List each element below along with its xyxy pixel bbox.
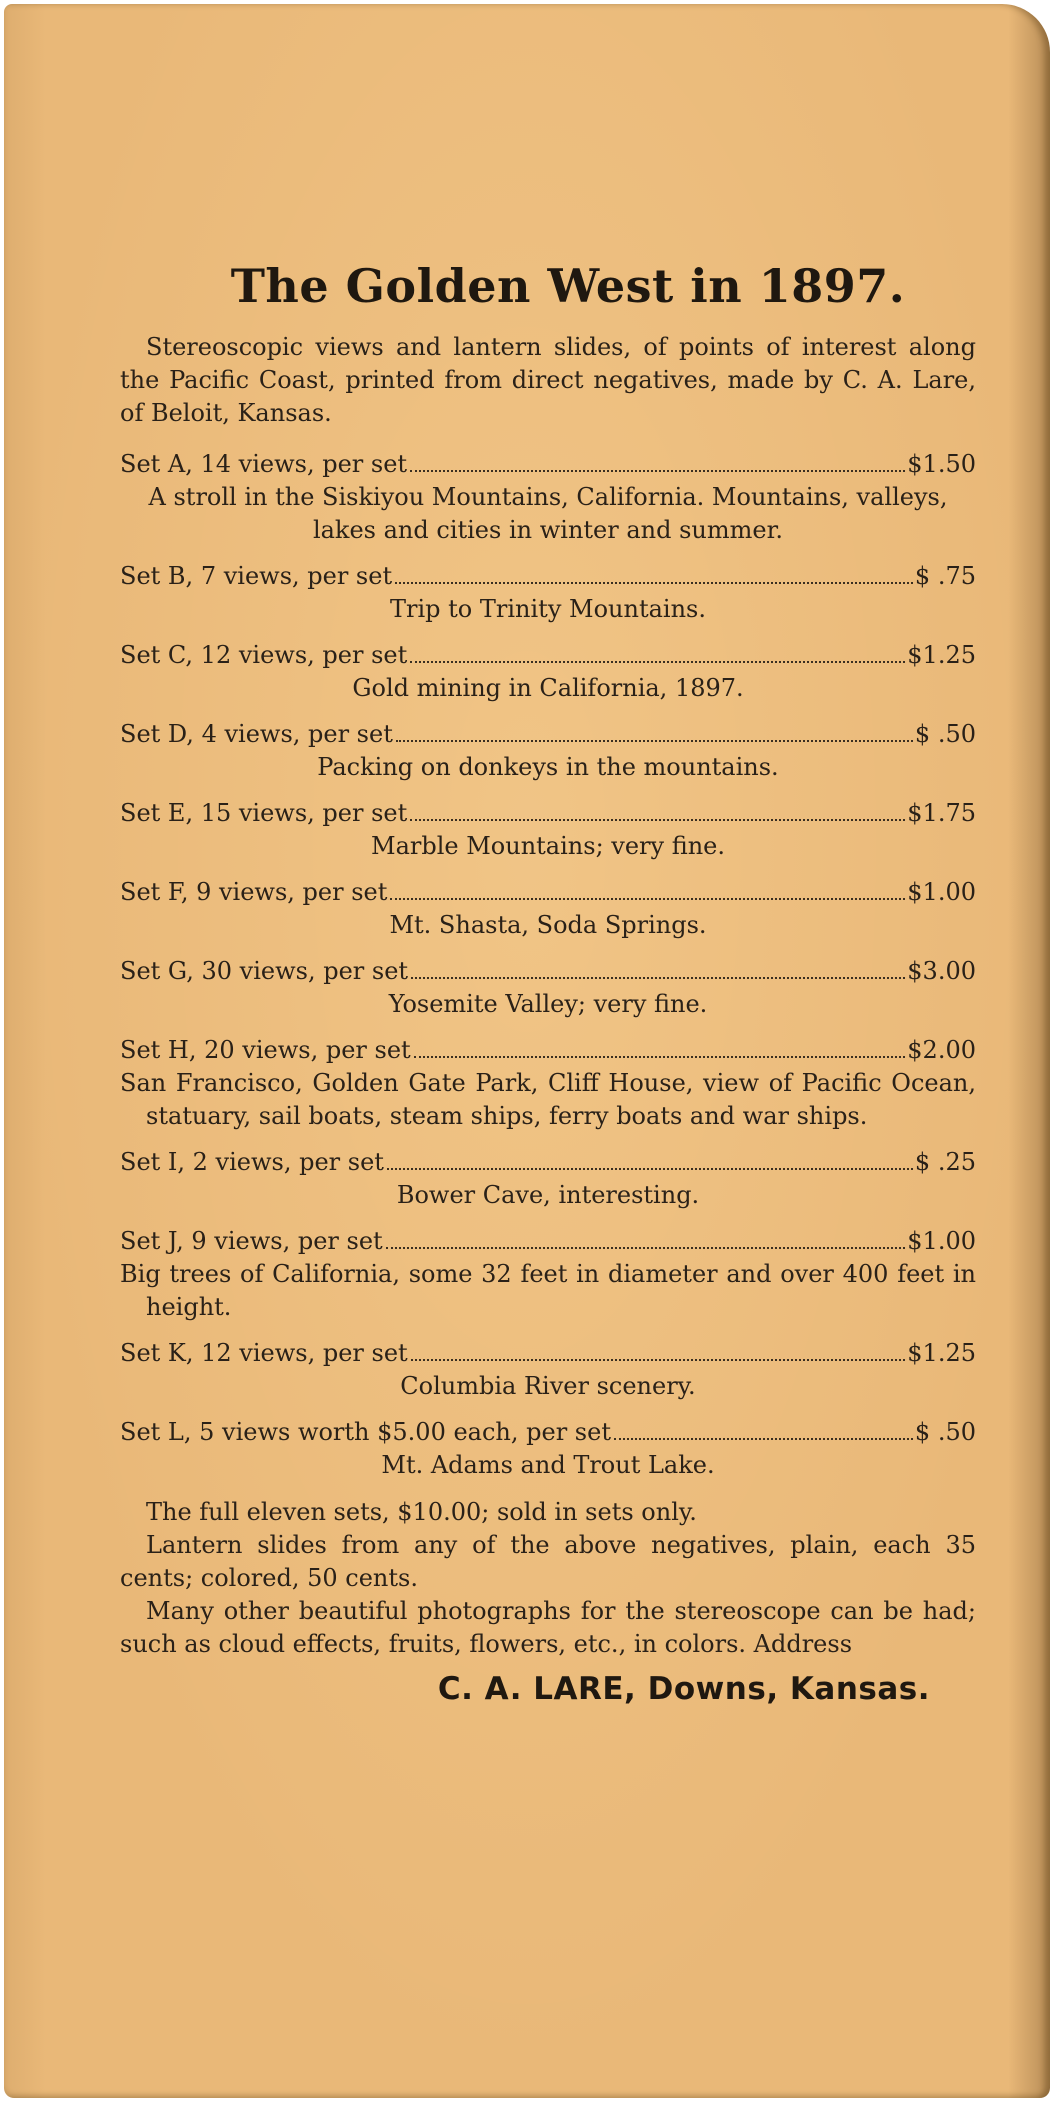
dot-leader [414,1055,906,1058]
set-line [120,1416,976,1449]
set-label: Set C, 12 views, per set [120,641,408,669]
notes-section [120,1496,976,1661]
set-entry-b [120,560,976,626]
signature-address: C. A. LARE, Downs, Kansas. [437,1671,930,1707]
set-price: $ .50 [914,1418,976,1446]
set-line [120,1034,976,1067]
set-price: $2.00 [907,1036,976,1064]
note-full-sets: The full eleven sets, $10.00; sold in sets only. [146,1498,697,1526]
set-description: Mt. Adams and Trout Lake. [381,1451,715,1479]
set-price: $3.00 [907,957,976,985]
set-entry-g [120,955,976,1021]
set-list [120,448,976,1482]
set-label: Set F, 9 views, per set [120,878,388,906]
dot-leader [614,1437,913,1440]
set-label: Set K, 12 views, per set [120,1339,408,1367]
intro-paragraph: Stereoscopic views and lantern slides, of points of interest along the Pacific Coast, printed from direct negatives, made by C. A. Lare, of Beloit, Kansas. [120,333,976,427]
set-label: Set E, 15 views, per set [120,799,408,827]
set-price: $1.00 [907,1227,976,1255]
set-line [120,1146,976,1179]
set-entry-a [120,448,976,547]
set-price: $1.25 [907,641,976,669]
set-price: $ .25 [914,1148,976,1176]
dot-leader [386,1246,906,1249]
dot-leader [411,1358,906,1361]
set-description: Mt. Shasta, Soda Springs. [389,911,707,939]
note-other-photographs: Many other beautiful photographs for the stereoscope can be had; such as cloud effects, fruits, flowers, etc., in colors. Address [120,1597,976,1658]
set-price: $ .75 [914,562,976,590]
set-label: Set B, 7 views, per set [120,562,393,590]
set-label: Set L, 5 views worth $5.00 each, per set [120,1418,611,1446]
set-price: $1.50 [907,450,976,478]
set-label: Set I, 2 views, per set [120,1148,384,1176]
set-price: $1.25 [907,1339,976,1367]
set-line [120,876,976,909]
set-line [120,718,976,751]
set-price: $ .50 [914,720,976,748]
set-label: Set A, 14 views, per set [120,450,408,478]
dot-leader [396,739,913,742]
set-description: Columbia River scenery. [400,1372,696,1400]
set-description: Yosemite Valley; very fine. [388,990,708,1018]
set-entry-c [120,639,976,705]
set-price: $1.00 [907,878,976,906]
price-card [4,4,1050,2098]
dot-leader [395,581,913,584]
page-title: The Golden West in 1897. [230,259,906,313]
set-description: Bower Cave, interesting. [396,1181,700,1209]
card-content [120,259,976,1707]
set-entry-e [120,797,976,863]
dot-leader [411,976,905,979]
set-line [120,448,976,481]
set-description: San Francisco, Golden Gate Park, Cliff House, view of Pacific Ocean, statuary, sail boats, steam ships, ferry boats and war ships. [120,1069,976,1130]
set-entry-k [120,1337,976,1403]
set-entry-d [120,718,976,784]
dot-leader [410,818,905,821]
set-description: Packing on donkeys in the mountains. [317,753,779,781]
set-description: A stroll in the Siskiyou Mountains, California. Mountains, valleys, lakes and cities in winter and summer. [148,483,948,544]
set-price: $1.75 [907,799,976,827]
set-description: Gold mining in California, 1897. [352,674,744,702]
dot-leader [387,1167,913,1170]
set-entry-i [120,1146,976,1212]
set-entry-l [120,1416,976,1482]
set-entry-h [120,1034,976,1133]
set-description: Big trees of California, some 32 feet in diameter and over 400 feet in height. [120,1260,976,1321]
dot-leader [390,897,905,900]
dot-leader [410,660,905,663]
set-entry-f [120,876,976,942]
set-label: Set G, 30 views, per set [120,957,409,985]
set-line [120,560,976,593]
note-lantern-slides: Lantern slides from any of the above negatives, plain, each 35 cents; colored, 50 cents. [120,1531,976,1592]
set-label: Set J, 9 views, per set [120,1227,383,1255]
set-description: Marble Mountains; very fine. [371,832,725,860]
set-label: Set D, 4 views, per set [120,720,393,748]
set-line [120,955,976,988]
set-line [120,797,976,830]
set-line [120,1225,976,1258]
set-description: Trip to Trinity Mountains. [390,595,706,623]
set-line [120,1337,976,1370]
set-entry-j [120,1225,976,1324]
set-line [120,639,976,672]
set-label: Set H, 20 views, per set [120,1036,411,1064]
dot-leader [410,469,905,472]
